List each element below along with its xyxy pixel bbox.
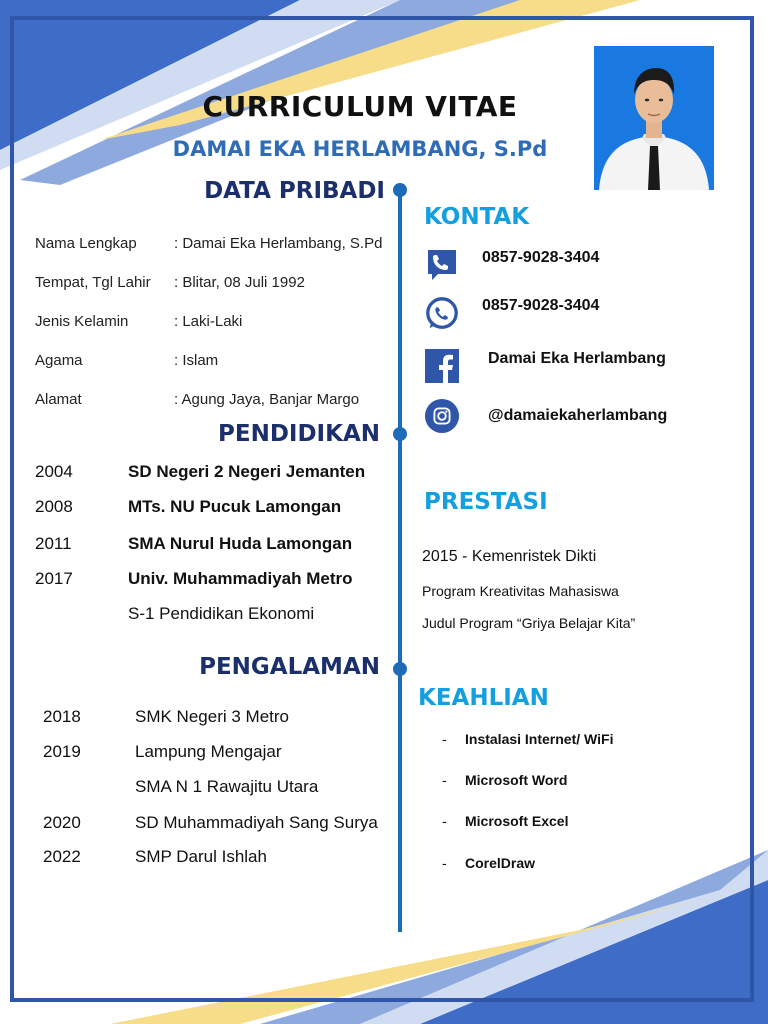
- section-heading-prestasi: PRESTASI: [424, 489, 548, 515]
- info-value: : Laki-Laki: [174, 313, 243, 330]
- profile-photo: [594, 46, 714, 190]
- section-heading-keahlian: KEAHLIAN: [418, 685, 549, 711]
- timeline-dot: [393, 427, 407, 441]
- skill-bullet: -: [442, 772, 447, 788]
- skill-item: CorelDraw: [465, 855, 536, 871]
- skill-item: Microsoft Excel: [465, 813, 569, 829]
- skill-item: Microsoft Word: [465, 772, 568, 788]
- experience-place: SD Muhammadiyah Sang Surya: [135, 813, 378, 832]
- info-value: : Agung Jaya, Banjar Margo: [174, 391, 360, 408]
- info-label: Agama: [35, 352, 83, 369]
- section-heading-pengalaman: PENGALAMAN: [199, 654, 380, 680]
- timeline-line: [398, 190, 402, 932]
- education-degree: S-1 Pendidikan Ekonomi: [128, 604, 315, 623]
- info-label: Alamat: [35, 391, 82, 408]
- info-label: Nama Lengkap: [35, 235, 137, 252]
- education-year: 2017: [35, 569, 73, 588]
- skill-bullet: -: [442, 731, 447, 747]
- skill-item: Instalasi Internet/ WiFi: [465, 731, 614, 747]
- page-title: CURRICULUM VITAE: [202, 90, 518, 123]
- achievement-line: 2015 - Kemenristek Dikti: [422, 548, 597, 565]
- education-school: SMA Nurul Huda Lamongan: [128, 534, 353, 553]
- person-name: DAMAI EKA HERLAMBANG, S.Pd: [172, 137, 548, 161]
- achievement-line: Program Kreativitas Mahasiswa: [422, 583, 619, 599]
- skill-bullet: -: [442, 813, 447, 829]
- info-label: Tempat, Tgl Lahir: [35, 274, 151, 291]
- education-year: 2008: [35, 497, 73, 516]
- section-heading-pendidikan: PENDIDIKAN: [218, 421, 380, 447]
- whatsapp-icon: [424, 296, 460, 332]
- experience-place: SMK Negeri 3 Metro: [135, 707, 289, 726]
- education-year: 2011: [35, 534, 72, 553]
- info-label: Jenis Kelamin: [35, 313, 129, 330]
- contact-whatsapp: 0857-9028-3404: [482, 297, 600, 314]
- contact-facebook: Damai Eka Herlambang: [488, 350, 666, 367]
- timeline-dot: [393, 183, 407, 197]
- info-value: : Islam: [174, 352, 219, 369]
- education-school: Univ. Muhammadiyah Metro: [128, 569, 353, 588]
- experience-year: 2018: [43, 707, 81, 726]
- experience-place: Lampung Mengajar: [135, 742, 282, 761]
- education-school: MTs. NU Pucuk Lamongan: [128, 497, 342, 516]
- achievement-line: Judul Program “Griya Belajar Kita”: [422, 615, 636, 631]
- experience-place: SMP Darul Ishlah: [135, 847, 267, 866]
- experience-place: SMA N 1 Rawajitu Utara: [135, 777, 319, 796]
- contact-instagram: @damaiekaherlambang: [488, 407, 668, 424]
- phone-icon: [424, 246, 460, 282]
- education-school: SD Negeri 2 Negeri Jemanten: [128, 462, 366, 481]
- contact-phone: 0857-9028-3404: [482, 249, 600, 266]
- info-value: : Damai Eka Herlambang, S.Pd: [174, 235, 383, 252]
- facebook-icon: [424, 348, 460, 384]
- experience-year: 2022: [43, 847, 81, 866]
- timeline-dot: [393, 662, 407, 676]
- section-heading-data-pribadi: DATA PRIBADI: [204, 178, 385, 204]
- experience-year: 2020: [43, 813, 81, 832]
- education-year: 2004: [35, 462, 73, 481]
- instagram-icon: [424, 398, 460, 434]
- experience-year: 2019: [43, 742, 81, 761]
- section-heading-kontak: KONTAK: [424, 204, 530, 230]
- info-value: : Blitar, 08 Juli 1992: [174, 274, 305, 291]
- skill-bullet: -: [442, 855, 447, 871]
